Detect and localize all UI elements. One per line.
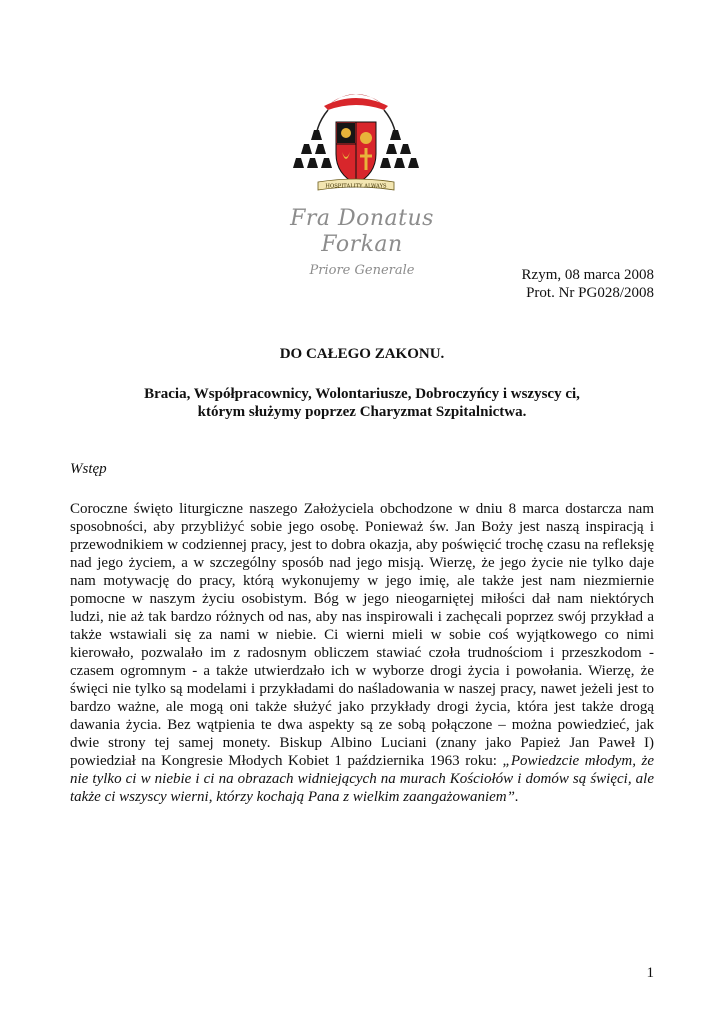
salutation-line-1: Bracia, Współpracownicy, Wolontariusze, Dobroczyńcy i wszyscy ci, xyxy=(144,386,580,402)
section-heading: Wstęp xyxy=(70,461,107,477)
body-text: Coroczne święto liturgiczne naszego Założyciela obchodzone w dniu 8 marca dostarcza nam sposobności, aby przybliżyć sobie jego osobę. Ponieważ św. Jan Boży jest naszą inspiracją i przewodnikiem w codziennej pracy, jest to dobra okazja, aby poświęcić trochę czasu na refleksję nad jego życiem, a w szczególny sposób nad jego misją. Wierzę, że jego życie nie tylko daje nam motywację do pracy, którą wykonujemy w jego imię, ale także jest nam niezmiernie pomocne w naszym życiu osobistym. Bóg w jego nieogarniętej miłości dał nam niektórych ludzi, nie aż tak bardzo różnych od nas, aby nas inspirowali i zachęcali poprzez swój przykład a także wstawiali się za nami w niebie. Ci wierni mieli w sobie coś wyjątkowego co nimi kierowało, pozwalało im z radosnym obliczem stawiać czoła trudnościom i przeszkodom - czasem ogromnym - a także utwierdzało ich w wyborze drogi życia i powołania. Wierzę, że święci nie tylko są modelami i przykładami do naśladowania w naszej pracy, nawet jeżeli jest to bardzo ważne, ale mogą oni także służyć jako przykłady drogi życia, która jest także drogą dawania życia. Bez wątpienia te dwa aspekty są ze sobą połączone – można powiedzieć, jak dwie strony tej samej monety. Biskup Albino Luciani (znany jako Papież Jan Paweł I) powiedział na Kongresie Młodych Kobiet 1 października 1963 roku: xyxy=(70,501,654,769)
coat-of-arms-crest xyxy=(290,82,422,204)
body-quote: „Powiedzcie młodym, że nie tylko ci w niebie i ci na obrazach widniejących na murach Kościołów i domów są święci, ale także ci wszyscy wierni, którzy kochają Pana z wielkim zaangażowaniem”. xyxy=(70,753,655,805)
letter-title: DO CAŁEGO ZAKONU. xyxy=(279,346,445,362)
date-block xyxy=(522,266,654,302)
crest-tassels-left xyxy=(293,130,332,168)
signature-block xyxy=(262,206,462,280)
signature-name: Fra Donatus Forkan xyxy=(290,206,434,257)
crest-tassels-right xyxy=(380,130,419,168)
protocol-number: Prot. Nr PG028/2008 xyxy=(526,285,654,301)
crest-motto: HOSPITALITY ALWAYS xyxy=(325,183,387,190)
salutation-line-2: którym służymy poprzez Charyzmat Szpitalnictwa. xyxy=(197,404,527,420)
body-paragraph xyxy=(70,500,654,806)
salutation xyxy=(70,385,654,421)
signature-title: Priore Generale xyxy=(309,263,415,278)
page-number: 1 xyxy=(646,965,654,981)
place-date: Rzym, 08 marca 2008 xyxy=(521,267,654,283)
